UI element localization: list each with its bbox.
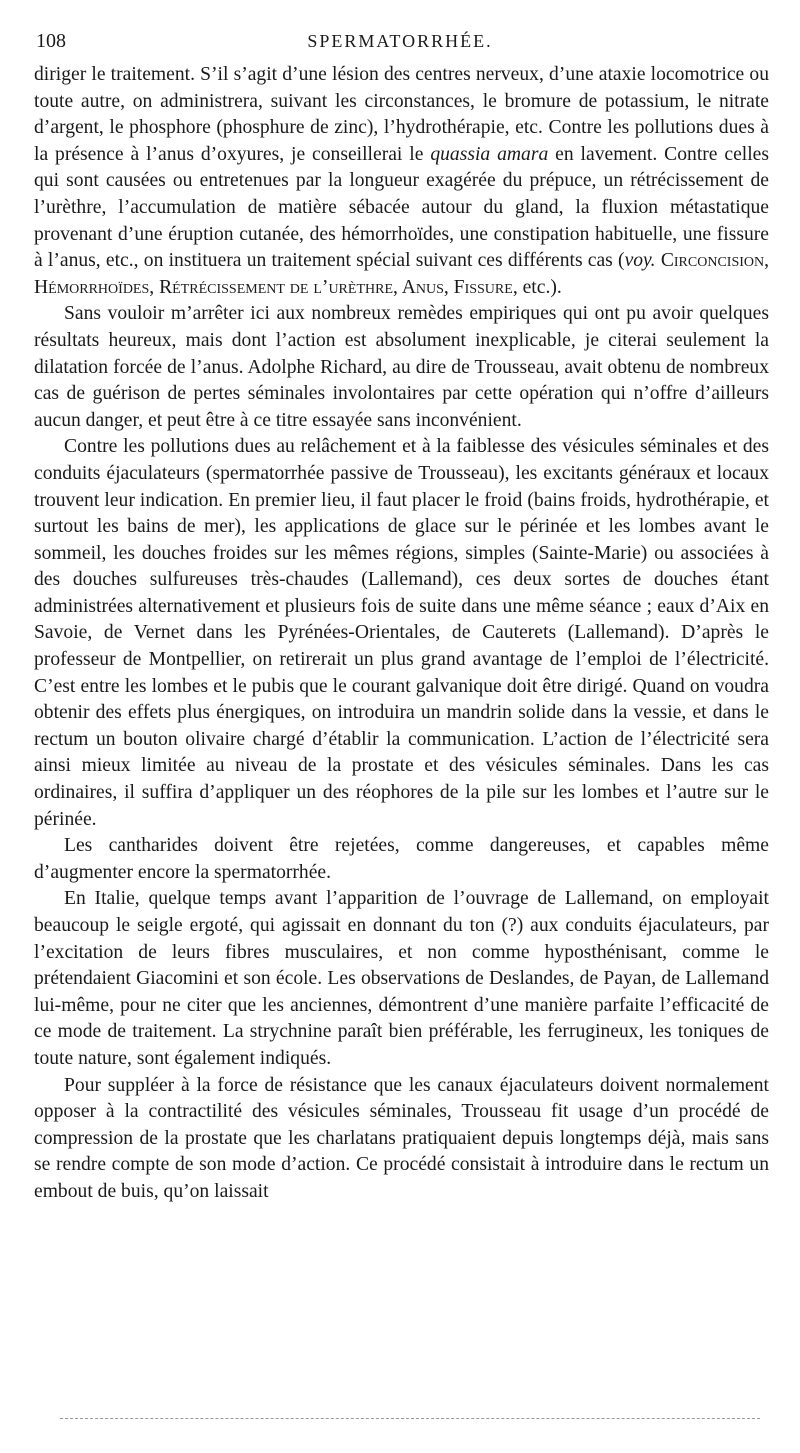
paragraph-0-segment-3: voy. [624, 250, 656, 272]
paragraph-0-segment-1: quassia amara [430, 143, 549, 165]
body-text [34, 62, 769, 1206]
page-header [36, 30, 764, 53]
paragraph-2 [34, 434, 769, 833]
paragraph-0-segment-2: en lavement. Contre celles qui sont causées ou entretenues par la longueur exagérée du prépuce, un rétrécissement de l’urèthre, l’accumulation de matière sébacée autour du gland, la fluxion métastatique provenant d’une éruption cutanée, des hémorrhoïdes, une constipation habituelle, une fissure à l’anus, etc., on instituera un traitement spécial suivant ces différents cas ( [34, 143, 770, 272]
paragraph-5 [34, 1073, 769, 1206]
paragraph-4-segment-0: En Italie, quelque temps avant l’apparition de l’ouvrage de Lallemand, on employait beaucoup le seigle ergoté, qui agissait en donnant du ton (?) aux conduits éjaculateurs, par l’excitation de leurs fibres musculaires, et non comme hyposthénisant, comme le prétendaient Giacomini et son école. Les observations de Deslandes, de Payan, de Lallemand lui-même, pour ne citer que les anciennes, démontrent d’une manière parfaite l’efficacité de ce mode de traitement. La strychnine paraît bien préférable, les ferrugineux, les toniques de toute nature, sont également indiqués. [34, 888, 769, 1069]
paragraph-5-segment-0: Pour suppléer à la force de résistance que les canaux éjaculateurs doivent normalement opposer à la contractilité des vésicules séminales, Trousseau fit usage d’un procédé de compression de la prostate que les charlatans pratiquaient depuis longtemps déjà, mais sans se rendre compte de son mode d’action. Ce procédé consistait à introduire dans le rectum un embout de buis, qu’on laissait [34, 1074, 769, 1202]
running-title: SPERMATORRHÉE. [307, 31, 493, 51]
paragraph-3-segment-0: Les cantharides doivent être rejetées, comme dangereuses, et capables même d’augmenter encore la spermatorrhée. [34, 835, 769, 883]
paragraph-4 [34, 886, 769, 1072]
paragraph-1-segment-0: Sans vouloir m’arrêter ici aux nombreux remèdes empiriques qui ont pu avoir quelques résultats heureux, mais dont l’action est absolument inexplicable, je citerai seulement la dilatation forcée de l’anus. Adolphe Richard, au dire de Trousseau, avait obtenu de nombreux cas de guérison de pertes séminales involontaires par cette opération qui n’offre d’ailleurs aucun danger, et peut être à ce titre essayée sans inconvénient. [34, 303, 769, 431]
paragraph-1 [34, 301, 769, 434]
footer-rule [60, 1418, 760, 1419]
paragraph-0 [34, 62, 769, 301]
paragraph-2-segment-0: Contre les pollutions dues au relâchement et à la faiblesse des vésicules séminales et des conduits éjaculateurs (spermatorrhée passive de Trousseau), les excitants généraux et locaux trouvent leur indication. En premier lieu, il faut placer le froid (bains froids, hydrothérapie, et surtout les bains de mer), les applications de glace sur le périnée et les lombes avant le sommeil, les douches froides sur les mêmes régions, simples (Sainte-Marie) ou associées à des douches sulfureuses très-chaudes (Lallemand), ces deux sortes de douches étant administrées alternativement et plusieurs fois de suite dans une même séance ; eaux d’Aix en Savoie, de Vernet dans les Pyrénées-Orientales, de Cauterets (Lallemand). D’après le professeur de Montpellier, on retirerait un plus grand avantage de l’emploi de l’électricité. C’est entre les lombes et le pubis que le courant galvanique doit être dirigé. Quand on voudra obtenir des effets plus énergiques, on introduira un mandrin solide dans la vessie, et dans le rectum un bouton olivaire chargé d’établir la communication. L’action de l’électricité sera ainsi mieux limitée au niveau de la prostate et des vésicules séminales. Dans les cas ordinaires, il suffira d’appliquer un des réophores de la pile sur les lombes et l’autre sur le périnée. [34, 436, 769, 830]
paragraph-0-segment-6: , etc.). [512, 276, 562, 298]
page-number: 108 [36, 30, 66, 52]
paragraph-3 [34, 833, 769, 886]
paragraph-0-segment-5: Circoncision, Hémorrhoïdes, Rétrécissement de l’urèthre, Anus, Fissure [34, 250, 770, 298]
paragraph-0-segment-0: diriger le traitement. S’il s’agit d’une lésion des centres nerveux, d’une ataxie locomotrice ou toute autre, on administrera, suivant les circonstances, le bromure de potassium, le nitrate d’argent, le phosphore (phosphure de zinc), l’hydrothérapie, etc. Contre les pollutions dues à la présence à l’anus d’oxyures, je conseillerai le [34, 64, 769, 165]
